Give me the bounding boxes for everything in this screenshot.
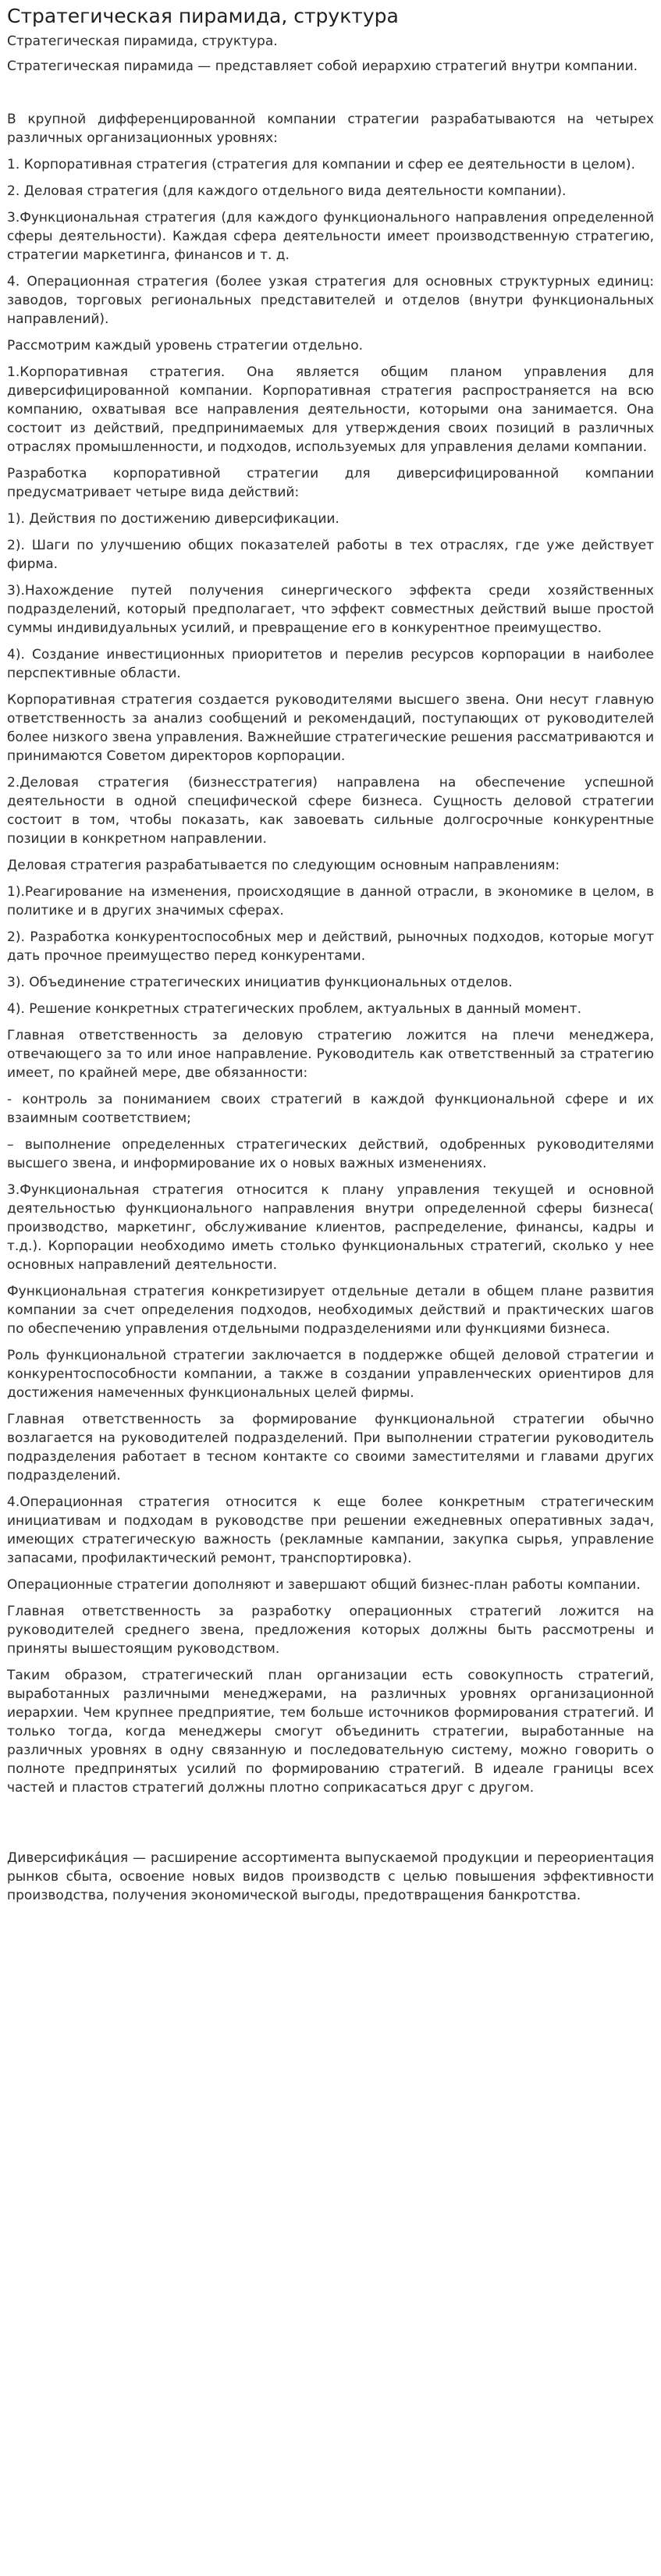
- list-item-business-direction-2: 2). Разработка конкурентоспособных мер и действий, рыночных подходов, которые могут дать прочное преимущество перед конкурентами.: [7, 929, 654, 964]
- list-item-level-1: 1. Корпоративная стратегия (стратегия для компании и сфер ее деятельности в целом).: [7, 157, 635, 172]
- paragraph-pyramid-definition: Стратегическая пирамида — представляет собой иерархию стратегий внутри компании.: [7, 59, 638, 74]
- list-item-business-direction-4: 4). Решение конкретных стратегических проблем, актуальных в данный момент.: [7, 1001, 581, 1017]
- paragraph-conclusion: Таким образом, стратегический план организации есть совокупность стратегий, выработанных различными менеджерами, на различных уровнях организационной иерархии. Чем крупнее предприятие, тем больше источников формирования стратегий. И только тогда, когда менеджеры смогут объединить стратегии, выработанные на различных уровнях в одну связанную и последовательную систему, можно говорить о полноте предпринятых усилий по формированию стратегий. В идеале границы всех частей и пластов стратегий должны плотно соприкасаться друг с другом.: [7, 1668, 654, 1796]
- list-item-corporate-action-4: 4). Создание инвестиционных приоритетов и перелив ресурсов корпорации в наиболее перспективные области.: [7, 647, 654, 681]
- section-functional-strategy: 3.Функциональная стратегия относится к плану управления текущей и основной деятельностью функционального направления внутри определенной сферы бизнеса( производство, маркетинг, обслуживание клиентов, распределение, финансы, кадры и т.д.). Корпорации необходимо иметь столько функциональных стратегий, сколько у нее основных направлений деятельности.: [7, 1182, 654, 1273]
- paragraph-diversification-definition: Диверсифика́ция — расширение ассортимента выпускаемой продукции и переориентация рынков сбыта, освоение новых видов производств с целью повышения эффективности производства, получения экономической выгоды, предотвращения банкротства.: [7, 1850, 654, 1903]
- paragraph-each-level: Рассмотрим каждый уровень стратегии отдельно.: [7, 338, 364, 354]
- article-subtitle: Стратегическая пирамида, структура.: [7, 34, 278, 49]
- paragraph-functional-details: Функциональная стратегия конкретизирует отдельные детали в общем плане развития компании за счет определения подходов, необходимых действий и практических шагов по обеспечению управления отдельными подразделениями или функциями бизнеса.: [7, 1284, 654, 1337]
- list-item-business-direction-1: 1).Реагирование на изменения, происходящие в данной отрасли, в экономике в целом, в политике и в других значимых сферах.: [7, 884, 654, 918]
- paragraph-functional-responsibility: Главная ответственность за формирование функциональной стратегии обычно возлагается на руководителей подразделений. При выполнении стратегии руководитель подразделения работает в тесном контакте со своими заместителями и главами других подразделений.: [7, 1412, 654, 1483]
- list-item-level-2: 2. Деловая стратегия (для каждого отдельного вида деятельности компании).: [7, 183, 567, 199]
- list-item-corporate-action-1: 1). Действия по достижению диверсификации.: [7, 511, 339, 527]
- paragraph-levels-intro: В крупной дифференцированной компании стратегии разрабатываются на четырех различных организационных уровнях:: [7, 112, 654, 146]
- paragraph-operational-responsibility: Главная ответственность за разработку операционных стратегий ложится на руководителей среднего звена, предложения которых должны быть рассмотрены и приняты вышестоящим руководством.: [7, 1604, 654, 1657]
- section-corporate-strategy: 1.Корпоративная стратегия. Она является общим планом управления для диверсифицированной компании. Корпоративная стратегия распространяется на всю компанию, охватывая все направления деятельности, которыми она занимается. Она состоит из действий, предпринимаемых для утверждения своих позиций в различных отраслях промышленности, и подходов, используемых для управления делами компании.: [7, 364, 654, 455]
- paragraph-operational-complement: Операционные стратегии дополняют и завершают общий бизнес-план работы компании.: [7, 1577, 641, 1593]
- list-item-business-direction-3: 3). Объединение стратегических инициатив функциональных отделов.: [7, 975, 513, 990]
- list-item-level-3: 3.Функциональная стратегия (для каждого функционального направления определенной сферы деятельности). Каждая сфера деятельности имеет производственную стратегию, стратегии маркетинга, финансов и т. д.: [7, 210, 654, 263]
- list-item-level-4: 4. Операционная стратегия (более узкая стратегия для основных структурных единиц: заводов, торговых региональных представителей и отделов (внутри функциональных направлений).: [7, 274, 654, 327]
- page-title: Стратегическая пирамида, структура: [7, 5, 399, 27]
- paragraph-functional-role: Роль функциональной стратегии заключается в поддержке общей деловой стратегии и конкурентоспособности компании, а также в создании управленческих ориентиров для достижения намеченных функциональных целей фирмы.: [7, 1348, 654, 1401]
- list-item-corporate-action-3: 3).Нахождение путей получения синергического эффекта среди хозяйственных подразделений, который предполагает, что эффект совместных действий выше простой суммы индивидуальных усилий, и превращение его в конкурентное преимущество.: [7, 583, 654, 636]
- section-operational-strategy: 4.Операционная стратегия относится к еще более конкретным стратегическим инициативам и подходам в руководстве при решении ежедневных оперативных задач, имеющих стратегическую важность (рекламные кампании, закупка сырья, управление запасами, профилактический ремонт, транспортировка).: [7, 1494, 654, 1566]
- list-item-duty-1: - контроль за пониманием своих стратегий в каждой функциональной сфере и их взаимным соответствием;: [7, 1092, 654, 1126]
- section-business-strategy: 2.Деловая стратегия (бизнесстратегия) направлена на обеспечение успешной деятельности в одной специфической сфере бизнеса. Сущность деловой стратегии состоит в том, чтобы показать, как завоевать сильные долгосрочные конкурентные позиции в конкретном направлении.: [7, 775, 654, 847]
- list-item-corporate-action-2: 2). Шаги по улучшению общих показателей работы в тех отраслях, где уже действует фирма.: [7, 538, 654, 572]
- paragraph-corporate-responsibility: Корпоративная стратегия создается руководителями высшего звена. Они несут главную ответственность за анализ сообщений и рекомендаций, поступающих от руководителей более низкого звена управления. Важнейшие стратегические решения рассматриваются и принимаются Советом директоров корпорации.: [7, 692, 654, 764]
- paragraph-business-responsibility: Главная ответственность за деловую стратегию ложится на плечи менеджера, отвечающего за то или иное направление. Руководитель как ответственный за стратегию имеет, по крайней мере, две обязанности:: [7, 1028, 654, 1081]
- paragraph-business-directions-intro: Деловая стратегия разрабатывается по следующим основным направлениям:: [7, 858, 560, 873]
- list-item-duty-2: – выполнение определенных стратегических действий, одобренных руководителями высшего звена, и информирование их о новых важных изменениях.: [7, 1137, 654, 1171]
- paragraph-corporate-actions-intro: Разработка корпоративной стратегии для диверсифицированной компании предусматривает четыре вида действий:: [7, 466, 654, 500]
